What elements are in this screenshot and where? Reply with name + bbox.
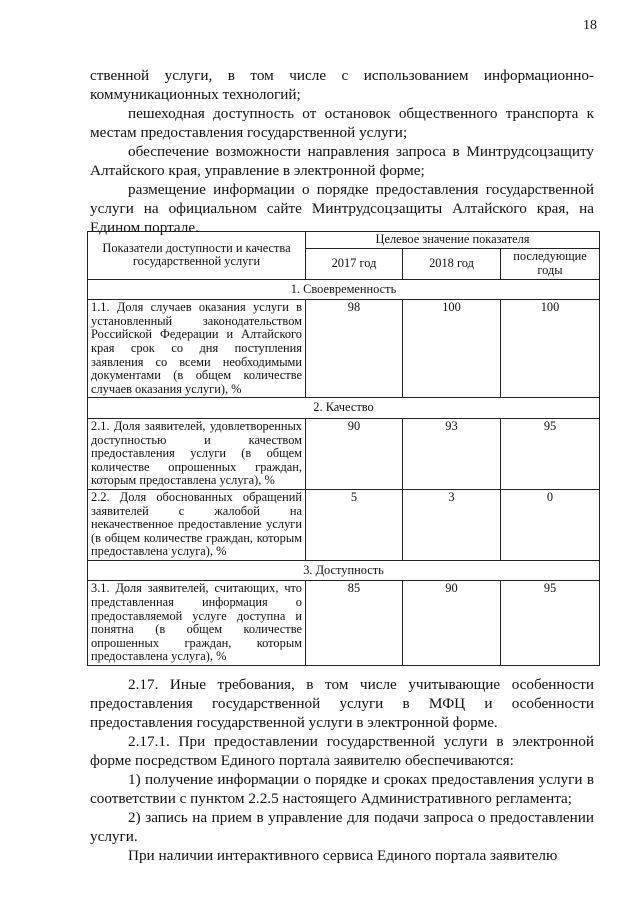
section-title: 1. Своевременность <box>88 279 600 300</box>
value-cell: 85 <box>306 581 403 666</box>
paragraph: 2) запись на прием в управление для подачи запроса о предоставлении услуги. <box>90 809 594 845</box>
paragraph: 2.17.1. При предоставлении государственной услуги в электронной форме посредством Единого портала заявителю обеспечиваются: <box>90 733 594 769</box>
paragraph: 2.17. Иные требования, в том числе учитывающие особенности предоставления государственной услуги в МФЦ и особенности предоставления государственной услуги в электронной форме. <box>90 676 594 731</box>
table-row <box>88 489 600 560</box>
value-cell: 93 <box>403 418 501 489</box>
paragraph: пешеходная доступность от остановок общественного транспорта к местам предоставления государственной услуги; <box>90 105 594 141</box>
bottom-text-block <box>90 675 594 865</box>
paragraph: 1) получение информации о порядке и сроках предоставления услуги в соответствии с пунктом 2.2.5 настоящего Административного регламента; <box>90 771 594 807</box>
table-row <box>88 300 600 398</box>
value-cell: 95 <box>501 581 600 666</box>
table-header-row <box>88 232 600 249</box>
year-header: 2017 год <box>306 248 403 279</box>
indicator-column-header: Показатели доступности и качества государственной услуги <box>88 232 306 280</box>
value-cell: 3 <box>403 489 501 560</box>
value-cell: 100 <box>501 300 600 398</box>
section-row <box>88 279 600 300</box>
section-title: 2. Качество <box>88 398 600 419</box>
top-text-block <box>90 66 594 237</box>
value-cell: 0 <box>501 489 600 560</box>
indicators-table <box>87 231 600 666</box>
year-header: 2018 год <box>403 248 501 279</box>
table-row <box>88 581 600 666</box>
indicator-label: 2.1. Доля заявителей, удовлетворенных доступностью и качеством предоставления услуги (в общем количестве опрошенных граждан, которым предоставлена услуга), % <box>88 418 306 489</box>
section-title: 3. Доступность <box>88 560 600 581</box>
target-value-header: Целевое значение показателя <box>306 232 600 249</box>
section-row <box>88 560 600 581</box>
year-header: последующие годы <box>501 248 600 279</box>
value-cell: 100 <box>403 300 501 398</box>
paragraph: обеспечение возможности направления запроса в Минтрудсоцзащиту Алтайского края, управление в электронной форме; <box>90 143 594 179</box>
value-cell: 90 <box>306 418 403 489</box>
section-row <box>88 398 600 419</box>
value-cell: 5 <box>306 489 403 560</box>
value-cell: 98 <box>306 300 403 398</box>
indicator-label: 2.2. Доля обоснованных обращений заявителей с жалобой на некачественное предоставление услуги (в общем количестве граждан, которым предоставлена услуга), % <box>88 489 306 560</box>
table-row <box>88 418 600 489</box>
value-cell: 90 <box>403 581 501 666</box>
paragraph: При наличии интерактивного сервиса Единого портала заявителю <box>128 847 558 864</box>
page-number: 18 <box>583 18 597 33</box>
paragraph: ственной услуги, в том числе с использованием информационно-коммуникационных технологий; <box>90 67 594 103</box>
paragraph: размещение информации о порядке предоставления государственной услуги на официальном сайте Минтрудсоцзащиты Алтайского края, на Едином портале. <box>90 181 594 236</box>
value-cell: 95 <box>501 418 600 489</box>
indicator-label: 1.1. Доля случаев оказания услуги в установленный законодательством Российской Федерации и Алтайского края срок со дня поступления заявления со всеми необходимыми документами (в общем количестве случаев оказания услуги), % <box>88 300 306 398</box>
indicator-label: 3.1. Доля заявителей, считающих, что представленная информация о предоставляемой услуге доступна и понятна (в общем количестве опрошенных граждан, которым предоставлена услуга), % <box>88 581 306 666</box>
